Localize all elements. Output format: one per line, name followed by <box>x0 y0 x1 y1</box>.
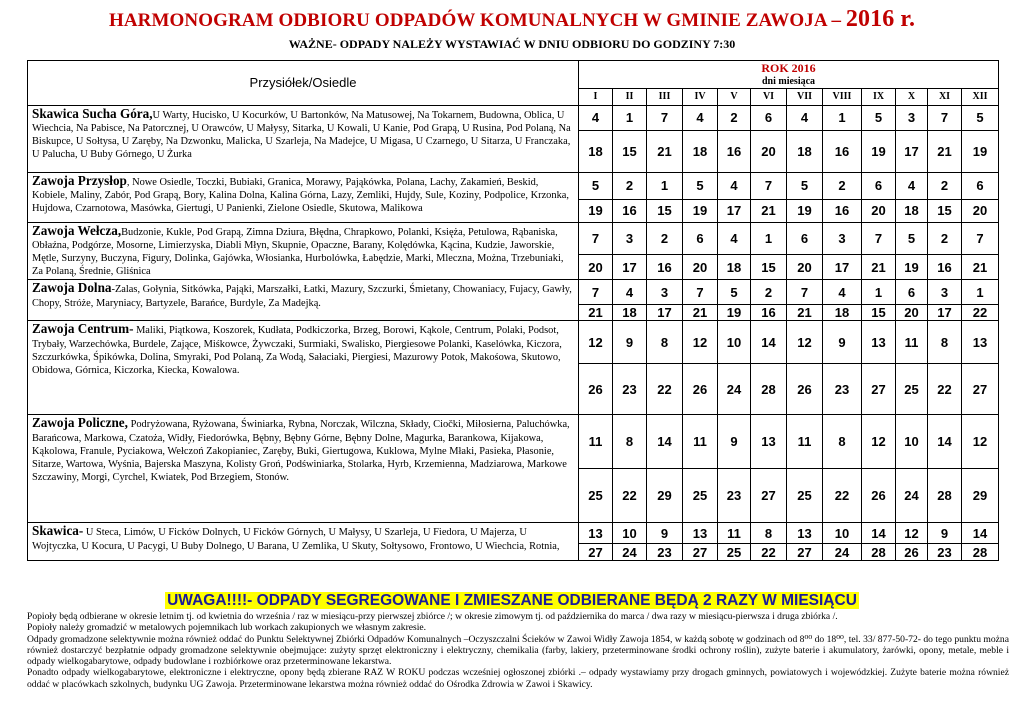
first-pickup-day: 8 <box>823 415 862 469</box>
second-pickup-day: 25 <box>718 544 751 561</box>
first-pickup-day: 10 <box>718 321 751 364</box>
first-pickup-day: 12 <box>962 415 999 469</box>
first-pickup-day: 9 <box>928 523 962 544</box>
first-pickup-day: 6 <box>862 172 896 199</box>
area-name: Zawoja Centrum- <box>32 321 134 337</box>
note-pszok: Odpady gromadzone selektywnie można również oddać do Punktu Selektywnej Zbiórki Odpadów Komunalnych –Oczyszczalni Ścieków w Zawoi Widły Zawoja 1854, w każdą sobotę w godzinach od 8⁰⁰ do 18⁰⁰, tel. 33/ 877-50-72- do tego punktu można również dostarczyć bezpłatnie odpady gromadzone selektywnie obejmujące: zużyty sprzęt elektroniczny i elektryczny, chemikalia (farby, lakiery, przeterminowane środki ochrony roślin), zużyte baterie i akumulatory, żarówki, opony, metale, meble i odpady wielkogabarytowe, odpady budowlane i rozbiórkowe oraz przeterminowane lekarstwa. <box>27 633 1009 668</box>
second-pickup-day: 23 <box>647 544 683 561</box>
second-pickup-day: 16 <box>823 199 862 222</box>
first-pickup-day: 3 <box>647 280 683 305</box>
area-cell <box>28 280 579 321</box>
first-pickup-day: 11 <box>787 415 823 469</box>
second-pickup-day: 16 <box>928 255 962 280</box>
first-pickup-day: 9 <box>647 523 683 544</box>
first-pickup-day: 9 <box>823 321 862 364</box>
second-pickup-day: 20 <box>751 130 787 172</box>
year-header: ROK 2016 <box>579 61 999 77</box>
second-pickup-day: 20 <box>683 255 718 280</box>
table-row <box>28 415 999 469</box>
first-pickup-day: 9 <box>613 321 647 364</box>
warning-banner <box>0 592 1024 610</box>
second-pickup-day: 29 <box>647 469 683 523</box>
first-pickup-day: 2 <box>823 172 862 199</box>
first-pickup-day: 11 <box>579 415 613 469</box>
first-pickup-day: 7 <box>647 105 683 130</box>
first-pickup-day: 12 <box>579 321 613 364</box>
area-places: Budzonie, Kukle, Pod Grapą, Zimna Dziura, Błędna, Chrapkowo, Polanki, Księża, Petulowa, Rąbaniska, Obłaźna, Podgórze, Mosorne, Limierzyska, Diabli Młyn, Skupnie, Opaczne, Barany, Kolędówka, Kącina, Kudzie, Jaworskie, Mętle, Surzyny, Buczyna, Figury, Dolinka, Gajówka, Włosianka, Hurbolówka, Łabędzie, Marki, Mleczna, Można, Trzebuniaki, Za Polaną, Średnie, Gliśnica <box>32 226 564 278</box>
first-pickup-day: 10 <box>896 415 928 469</box>
first-pickup-day: 10 <box>613 523 647 544</box>
month-header: X <box>896 88 928 105</box>
place-header: Przysiółek/Osiedle <box>28 61 579 106</box>
page-title <box>0 6 1024 33</box>
first-pickup-day: 1 <box>823 105 862 130</box>
second-pickup-day: 26 <box>683 364 718 415</box>
second-pickup-day: 20 <box>962 199 999 222</box>
first-pickup-day: 3 <box>823 222 862 255</box>
second-pickup-day: 17 <box>647 305 683 321</box>
first-pickup-day: 11 <box>896 321 928 364</box>
second-pickup-day: 20 <box>896 305 928 321</box>
area-cell <box>28 523 579 561</box>
first-pickup-day: 14 <box>647 415 683 469</box>
second-pickup-day: 17 <box>823 255 862 280</box>
second-pickup-day: 19 <box>718 305 751 321</box>
second-pickup-day: 17 <box>718 199 751 222</box>
first-pickup-day: 1 <box>647 172 683 199</box>
second-pickup-day: 27 <box>751 469 787 523</box>
second-pickup-day: 22 <box>751 544 787 561</box>
area-places: U Steca, Limów, U Ficków Dolnych, U Ficków Górnych, U Małysy, U Szarleja, U Fiedora, U Majerza, U Wojtyczka, U Kocura, U Pacygi, U Buby Dolnego, U Barana, U Zemlika, U Skuty, Sołtysowo, Frontowo, U Wiechcia, Rotnia, <box>32 527 560 552</box>
area-name: Skawica Sucha Góra, <box>32 105 153 121</box>
first-pickup-day: 4 <box>896 172 928 199</box>
second-pickup-day: 19 <box>787 199 823 222</box>
first-pickup-day: 4 <box>683 105 718 130</box>
first-pickup-day: 2 <box>928 172 962 199</box>
month-header: VIII <box>823 88 862 105</box>
table-row <box>28 321 999 364</box>
first-pickup-day: 12 <box>896 523 928 544</box>
second-pickup-day: 24 <box>896 469 928 523</box>
second-pickup-day: 27 <box>787 544 823 561</box>
first-pickup-day: 7 <box>579 222 613 255</box>
second-pickup-day: 25 <box>579 469 613 523</box>
first-pickup-day: 14 <box>862 523 896 544</box>
area-name: Zawoja Policzne, <box>32 415 128 431</box>
second-pickup-day: 18 <box>579 130 613 172</box>
second-pickup-day: 29 <box>962 469 999 523</box>
second-pickup-day: 21 <box>928 130 962 172</box>
first-pickup-day: 13 <box>862 321 896 364</box>
first-pickup-day: 6 <box>962 172 999 199</box>
first-pickup-day: 4 <box>787 105 823 130</box>
area-cell <box>28 222 579 280</box>
second-pickup-day: 16 <box>823 130 862 172</box>
first-pickup-day: 2 <box>718 105 751 130</box>
area-name: Zawoja Dolna <box>32 280 112 296</box>
first-pickup-day: 5 <box>579 172 613 199</box>
second-pickup-day: 15 <box>862 305 896 321</box>
month-header: V <box>718 88 751 105</box>
first-pickup-day: 6 <box>683 222 718 255</box>
first-pickup-day: 5 <box>962 105 999 130</box>
first-pickup-day: 12 <box>862 415 896 469</box>
second-pickup-day: 25 <box>896 364 928 415</box>
first-pickup-day: 6 <box>787 222 823 255</box>
table-row <box>28 523 999 544</box>
first-pickup-day: 4 <box>718 172 751 199</box>
area-name: Skawica- <box>32 523 84 539</box>
first-pickup-day: 4 <box>579 105 613 130</box>
first-pickup-day: 13 <box>683 523 718 544</box>
first-pickup-day: 7 <box>579 280 613 305</box>
month-header: I <box>579 88 613 105</box>
first-pickup-day: 5 <box>683 172 718 199</box>
notes <box>27 611 1009 690</box>
month-header: II <box>613 88 647 105</box>
title-year: 2016 r. <box>845 6 916 32</box>
area-places: Maliki, Piątkowa, Koszorek, Kudłata, Podkiczorka, Brzeg, Borowi, Kąkole, Centrum, Polaki, Podsot, Trybały, Warzechówka, Burdele, Zające, Miśkowce, Żywczaki, Surmiaki, Swalisko, Piergiesowe Polanki, Kaselówka, Kiczora, Szczurkówka, Śpikówka, Dolina, Smyraki, Pod Polaną, Za Wodą, Sałaciaki, Piergiesi, Mazurowy Potok, Makośowa, Skutowo, Obidowa, Górnica, Kiczorka, Kiecka, Kowalowa. <box>32 325 562 376</box>
note-ash-containers: Popioły należy gromadzić w metalowych pojemnikach lub workach zakupionych we własnym zakresie. <box>27 622 427 634</box>
second-pickup-day: 28 <box>962 544 999 561</box>
first-pickup-day: 13 <box>962 321 999 364</box>
month-header: IX <box>862 88 896 105</box>
second-pickup-day: 18 <box>718 255 751 280</box>
second-pickup-day: 27 <box>862 364 896 415</box>
second-pickup-day: 18 <box>823 305 862 321</box>
first-pickup-day: 13 <box>787 523 823 544</box>
second-pickup-day: 26 <box>787 364 823 415</box>
area-cell <box>28 321 579 415</box>
first-pickup-day: 8 <box>613 415 647 469</box>
first-pickup-day: 4 <box>718 222 751 255</box>
second-pickup-day: 18 <box>683 130 718 172</box>
second-pickup-day: 17 <box>613 255 647 280</box>
second-pickup-day: 21 <box>962 255 999 280</box>
second-pickup-day: 17 <box>896 130 928 172</box>
second-pickup-day: 19 <box>896 255 928 280</box>
second-pickup-day: 15 <box>647 199 683 222</box>
first-pickup-day: 14 <box>751 321 787 364</box>
first-pickup-day: 1 <box>613 105 647 130</box>
first-pickup-day: 12 <box>683 321 718 364</box>
second-pickup-day: 21 <box>751 199 787 222</box>
first-pickup-day: 2 <box>613 172 647 199</box>
area-places: U Warty, Hucisko, U Kocurków, U Bartonków, Na Matusowej, Na Tokarnem, Budowna, Oblica, U Wiechcia, Na Pabisce, Na Patorcznej, U Orawców, U Małysy, Sitarka, U Kowali, U Kanie, Pod Grapą, U Rusina, Pod Polaną, Na Biskupce, U Sołtysa, U Zaręby, Na Dzwonku, Malicka, U Szarleja, Na Madejce, U Migasa, U Czarnego, U Sitarza, U Franczaka, U Palucha, U Buby Górnego, U Żurka <box>32 109 571 161</box>
second-pickup-day: 22 <box>647 364 683 415</box>
area-cell <box>28 172 579 222</box>
month-header: VII <box>787 88 823 105</box>
second-pickup-day: 24 <box>823 544 862 561</box>
second-pickup-day: 20 <box>862 199 896 222</box>
first-pickup-day: 14 <box>928 415 962 469</box>
warning-text: UWAGA!!!!- ODPADY SEGREGOWANE I ZMIESZANE ODBIERANE BĘDĄ 2 RAZY W MIESIĄCU <box>167 592 857 609</box>
first-pickup-day: 12 <box>787 321 823 364</box>
second-pickup-day: 26 <box>896 544 928 561</box>
first-pickup-day: 11 <box>718 523 751 544</box>
month-header: XI <box>928 88 962 105</box>
first-pickup-day: 6 <box>896 280 928 305</box>
second-pickup-day: 16 <box>718 130 751 172</box>
first-pickup-day: 7 <box>962 222 999 255</box>
second-pickup-day: 20 <box>787 255 823 280</box>
first-pickup-day: 5 <box>787 172 823 199</box>
schedule-table <box>27 60 999 561</box>
first-pickup-day: 2 <box>647 222 683 255</box>
month-header: IV <box>683 88 718 105</box>
second-pickup-day: 19 <box>579 199 613 222</box>
table-row <box>28 105 999 130</box>
first-pickup-day: 6 <box>751 105 787 130</box>
second-pickup-day: 23 <box>613 364 647 415</box>
table-row <box>28 222 999 255</box>
first-pickup-day: 5 <box>896 222 928 255</box>
second-pickup-day: 15 <box>928 199 962 222</box>
area-cell <box>28 105 579 172</box>
area-name: Zawoja Przysłop <box>32 172 127 188</box>
area-places: Podryżowana, Ryżowana, Świniarka, Rybna, Norczak, Wilczna, Składy, Ciočki, Miłosierna, Paluchówka, Barańcowa, Markowa, Czatoża, Widły, Fiedorówka, Bębny, Bębny Górne, Bębny Dolne, Magurka, Barankowa, Kijakowa, Kąkolowa, Franule, Pyciakowa, Wełczoń Zakopianiec, Zaręby, Buki, Giertugowa, Kuklowa, Mylne Młaki, Pasieka, Płasonie, Sitarze, Wartowa, Wyśnia, Bajerska Maszyna, Kolisty Groń, Podświniarka, Stolarka, Hyrb, Krzemienna, Madziarowa, Markowe Szczawiny, Morgi, Cyrchel, Kwiatek, Pod Brzegiem, Stonów. <box>32 419 570 484</box>
first-pickup-day: 5 <box>718 280 751 305</box>
second-pickup-day: 21 <box>787 305 823 321</box>
first-pickup-day: 3 <box>613 222 647 255</box>
note-bulky-waste: Ponadto odpady wielkogabarytowe, elektroniczne i elektryczne, opony będą zbierane RAZ W ROKU podczas wcześniej ogłoszonej zbiórki .– odpady wystawiamy przy drogach gminnych, powiatowych i wojewódzkiej. Zużyte baterie można również oddać w placówkach szkolnych, budynku UG Zawoja. Przeterminowane lekarstwa można również oddać do Ośrodka Zdrowia w Zawoi i Skawicy. <box>27 667 1009 690</box>
second-pickup-day: 27 <box>962 364 999 415</box>
first-pickup-day: 7 <box>928 105 962 130</box>
second-pickup-day: 17 <box>928 305 962 321</box>
second-pickup-day: 27 <box>683 544 718 561</box>
second-pickup-day: 16 <box>613 199 647 222</box>
second-pickup-day: 22 <box>928 364 962 415</box>
first-pickup-day: 7 <box>862 222 896 255</box>
first-pickup-day: 13 <box>579 523 613 544</box>
second-pickup-day: 22 <box>823 469 862 523</box>
second-pickup-day: 20 <box>579 255 613 280</box>
area-places: -Zalas, Gołynia, Sitkówka, Pająki, Marszałki, Łatki, Mazury, Szczurki, Śmietany, Chowaniacy, Fujacy, Gawły, Chopy, Stróże, Maryniacy, Bartyzele, Barańce, Burdyle, Za Madejką. <box>32 284 572 309</box>
month-header: XII <box>962 88 999 105</box>
first-pickup-day: 4 <box>613 280 647 305</box>
first-pickup-day: 8 <box>751 523 787 544</box>
second-pickup-day: 24 <box>718 364 751 415</box>
first-pickup-day: 3 <box>928 280 962 305</box>
second-pickup-day: 27 <box>579 544 613 561</box>
area-cell <box>28 415 579 523</box>
month-header: III <box>647 88 683 105</box>
second-pickup-day: 22 <box>613 469 647 523</box>
second-pickup-day: 25 <box>787 469 823 523</box>
second-pickup-day: 23 <box>823 364 862 415</box>
second-pickup-day: 23 <box>718 469 751 523</box>
second-pickup-day: 21 <box>862 255 896 280</box>
first-pickup-day: 10 <box>823 523 862 544</box>
second-pickup-day: 26 <box>862 469 896 523</box>
first-pickup-day: 1 <box>962 280 999 305</box>
second-pickup-day: 15 <box>751 255 787 280</box>
second-pickup-day: 16 <box>647 255 683 280</box>
second-pickup-day: 23 <box>928 544 962 561</box>
second-pickup-day: 28 <box>751 364 787 415</box>
table-row <box>28 172 999 199</box>
second-pickup-day: 21 <box>647 130 683 172</box>
second-pickup-day: 19 <box>862 130 896 172</box>
first-pickup-day: 1 <box>751 222 787 255</box>
first-pickup-day: 5 <box>862 105 896 130</box>
table-row <box>28 280 999 305</box>
first-pickup-day: 1 <box>862 280 896 305</box>
area-name: Zawoja Wełcza, <box>32 222 122 238</box>
second-pickup-day: 18 <box>896 199 928 222</box>
first-pickup-day: 8 <box>647 321 683 364</box>
second-pickup-day: 16 <box>751 305 787 321</box>
month-header: VI <box>751 88 787 105</box>
second-pickup-day: 18 <box>613 305 647 321</box>
first-pickup-day: 3 <box>896 105 928 130</box>
second-pickup-day: 21 <box>579 305 613 321</box>
second-pickup-day: 19 <box>962 130 999 172</box>
first-pickup-day: 14 <box>962 523 999 544</box>
page-subtitle: WAŻNE- ODPADY NALEŻY WYSTAWIAĆ W DNIU ODBIORU DO GODZINY 7:30 <box>288 37 736 51</box>
second-pickup-day: 18 <box>787 130 823 172</box>
second-pickup-day: 19 <box>683 199 718 222</box>
first-pickup-day: 4 <box>823 280 862 305</box>
first-pickup-day: 7 <box>751 172 787 199</box>
second-pickup-day: 21 <box>683 305 718 321</box>
first-pickup-day: 7 <box>787 280 823 305</box>
title-text: HARMONOGRAM ODBIORU ODPADÓW KOMUNALNYCH W GMINIE ZAWOJA – <box>108 10 846 31</box>
second-pickup-day: 25 <box>683 469 718 523</box>
first-pickup-day: 9 <box>718 415 751 469</box>
note-ashes: Popioły będą odbierane w okresie letnim tj. od kwietnia do września / raz w miesiącu-przy pierwszej zbiórce /; w okresie zimowym tj. od października do marca / dwa razy w miesiącu-pierwsza i druga zbiórka /. <box>27 611 838 622</box>
first-pickup-day: 2 <box>928 222 962 255</box>
days-header: dni miesiąca <box>579 76 999 88</box>
first-pickup-day: 11 <box>683 415 718 469</box>
first-pickup-day: 7 <box>683 280 718 305</box>
second-pickup-day: 28 <box>862 544 896 561</box>
area-places: , Nowe Osiedle, Toczki, Bubiaki, Granica, Morawy, Pająkówka, Polana, Lachy, Zakamień, Beskid, Kobiele, Maliny, Zabór, Pod Grapą, Bory, Kalina Dolna, Kalina Górna, Lazy, Zemliki, Hujdy, Sule, Koziny, Podpolice, Krzonka, Hujdowa, Czarnotowa, Masówka, Giertugi, U Panienki, Zielone Osiedle, Skutowa, Malikowa <box>32 176 569 214</box>
second-pickup-day: 22 <box>962 305 999 321</box>
second-pickup-day: 28 <box>928 469 962 523</box>
second-pickup-day: 24 <box>613 544 647 561</box>
first-pickup-day: 13 <box>751 415 787 469</box>
first-pickup-day: 2 <box>751 280 787 305</box>
second-pickup-day: 15 <box>613 130 647 172</box>
second-pickup-day: 26 <box>579 364 613 415</box>
first-pickup-day: 8 <box>928 321 962 364</box>
